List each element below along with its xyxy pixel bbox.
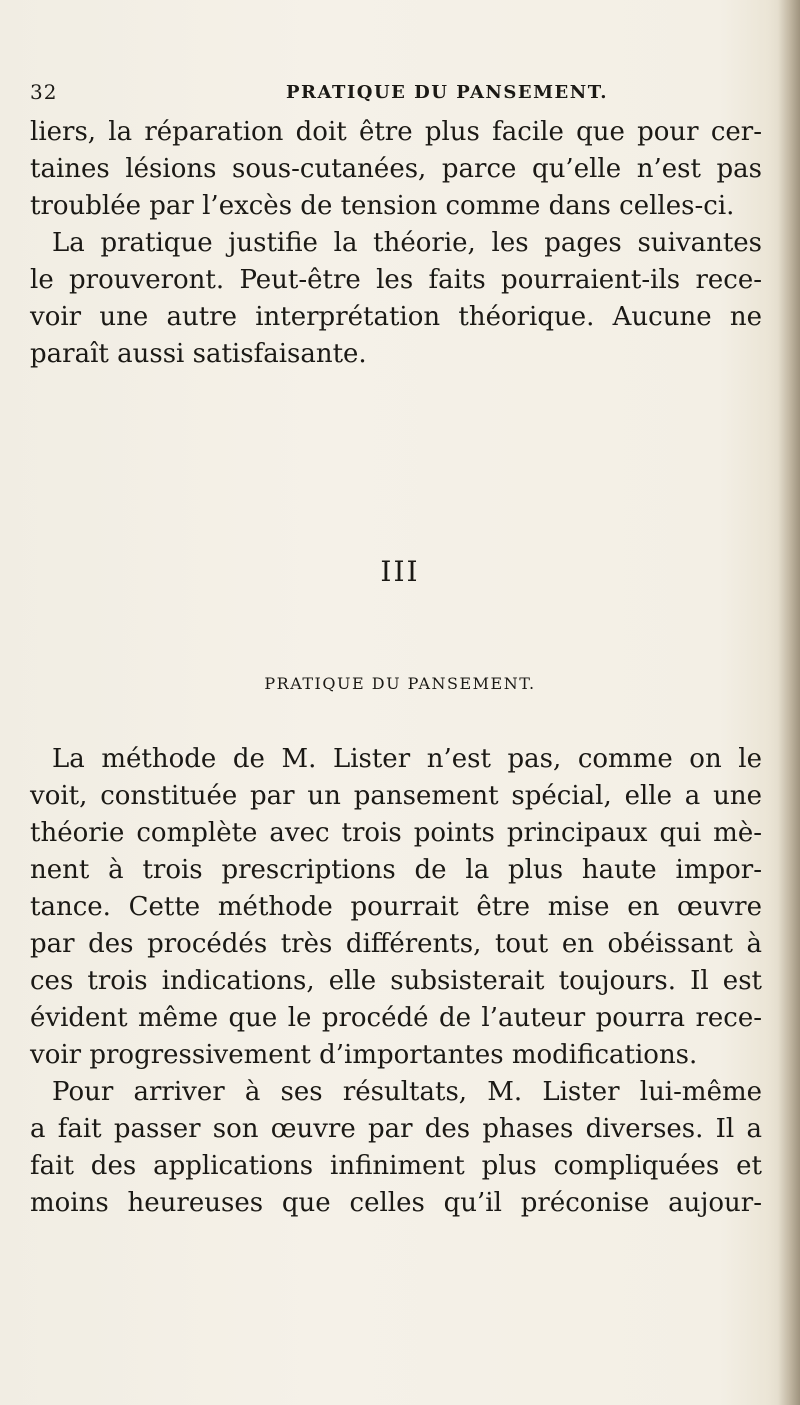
running-title: PRATIQUE DU PANSEMENT. [286, 82, 609, 103]
text-line: a fait passer son œuvre par des phases diverses. Il a [30, 1114, 762, 1144]
section-number: III [380, 555, 420, 588]
page-edge-shadow [778, 0, 800, 1405]
text-line: par des procédés très différents, tout en obéissant à [30, 929, 762, 959]
text-line: tance. Cette méthode pourrait être mise en œuvre [30, 892, 762, 922]
text-line: voir progressivement d’importantes modifications. [30, 1040, 698, 1070]
paragraph-top [30, 114, 762, 373]
text-line: voit, constituée par un pansement spécial, elle a une [30, 781, 762, 811]
text-line: La pratique justifie la théorie, les pages suivantes [52, 228, 762, 258]
text-line: voir une autre interprétation théorique. Aucune ne [30, 302, 762, 332]
text-line: ces trois indications, elle subsisterait toujours. Il est [30, 966, 762, 996]
text-line: moins heureuses que celles qu’il préconise aujour- [30, 1188, 762, 1218]
text-line: liers, la réparation doit être plus facile que pour cer- [30, 117, 762, 147]
paragraph-main [30, 741, 762, 1222]
text-line: Pour arriver à ses résultats, M. Lister lui-même [52, 1077, 762, 1107]
text-line: paraît aussi satisfaisante. [30, 339, 367, 369]
text-line: évident même que le procédé de l’auteur pourra rece- [30, 1003, 762, 1033]
text-line: troublée par l’excès de tension comme dans celles-ci. [30, 191, 735, 221]
text-line: fait des applications infiniment plus compliquées et [30, 1151, 762, 1181]
text-line: le prouveront. Peut-être les faits pourraient-ils rece- [30, 265, 762, 295]
running-head [0, 80, 800, 110]
text-line: La méthode de M. Lister n’est pas, comme on le [52, 744, 762, 774]
section-title: PRATIQUE DU PANSEMENT. [264, 674, 536, 693]
page-number: 32 [30, 80, 58, 104]
text-line: nent à trois prescriptions de la plus haute impor- [30, 855, 762, 885]
text-line: théorie complète avec trois points principaux qui mè- [30, 818, 762, 848]
text-line: taines lésions sous-cutanées, parce qu’elle n’est pas [30, 154, 762, 184]
